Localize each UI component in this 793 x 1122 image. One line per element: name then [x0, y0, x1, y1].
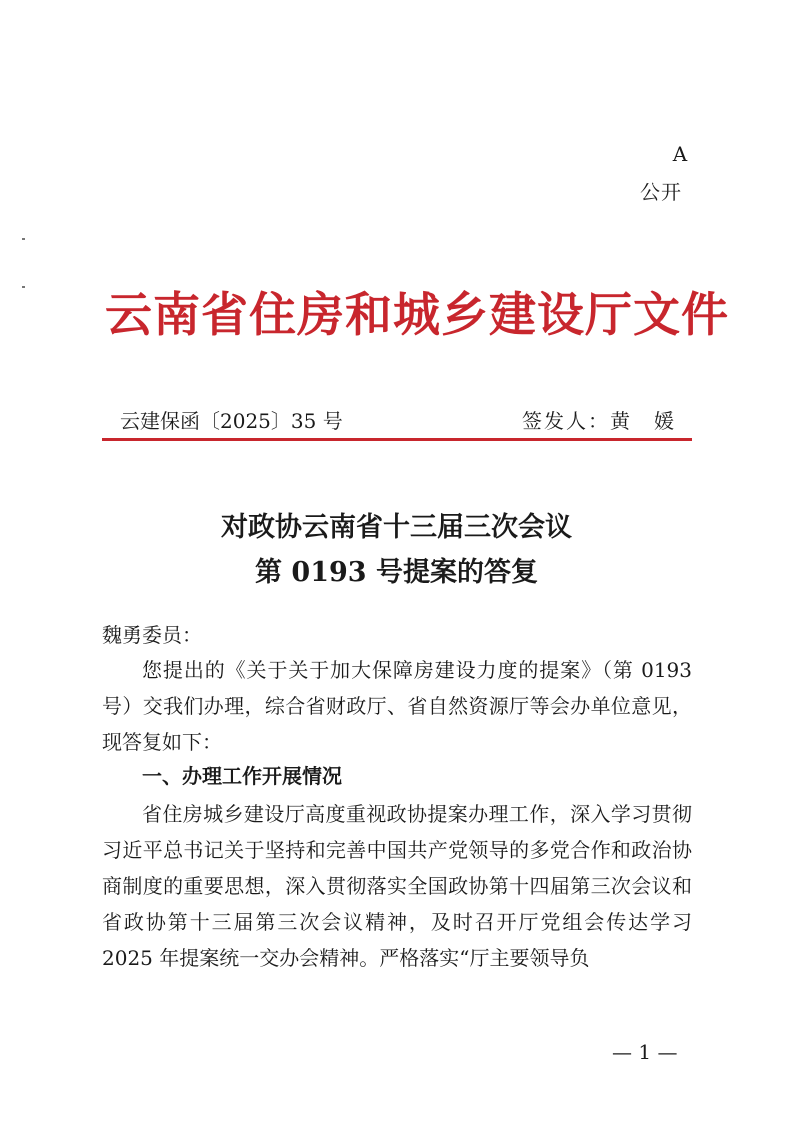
classification-open: 公开 [640, 180, 682, 204]
document-header-title: 云南省住房和城乡建设厅文件 [105, 288, 729, 343]
body-paragraph-1: 您提出的《关于关于加大保障房建设力度的提案》（第 0193 号）交我们办理，综合省财政厅、省自然资源厅等会办单位意见，现答复如下： [102, 658, 692, 754]
scan-speck [22, 286, 25, 288]
issuer-signature: 签发人：黄 媛 [522, 409, 676, 433]
body-paragraph-2: 省住房城乡建设厅高度重视政协提案办理工作，深入学习贯彻习近平总书记关于坚持和完善中国共产党领导的多党合作和政治协商制度的重要思想，深入贯彻落实全国政协第十四届第三次会议和省政协第十三届第三次会议精神，及时召开厅党组会传达学习 2025 年提案统一交办会精神。严格落实“厅主要领导负 [102, 802, 692, 970]
classification-grade: A [672, 142, 688, 166]
red-divider-line [102, 438, 692, 441]
scan-speck [22, 238, 25, 240]
document-number: 云建保函〔2025〕35 号 [120, 409, 343, 433]
document-title-line-2: 第 0193 号提案的答复 [255, 557, 538, 588]
page-number: — 1 — [612, 1040, 678, 1064]
document-title-line-1: 对政协云南省十三届三次会议 [221, 512, 572, 543]
section-heading-1: 一、办理工作开展情况 [142, 764, 342, 788]
salutation: 魏勇委员： [102, 623, 202, 647]
